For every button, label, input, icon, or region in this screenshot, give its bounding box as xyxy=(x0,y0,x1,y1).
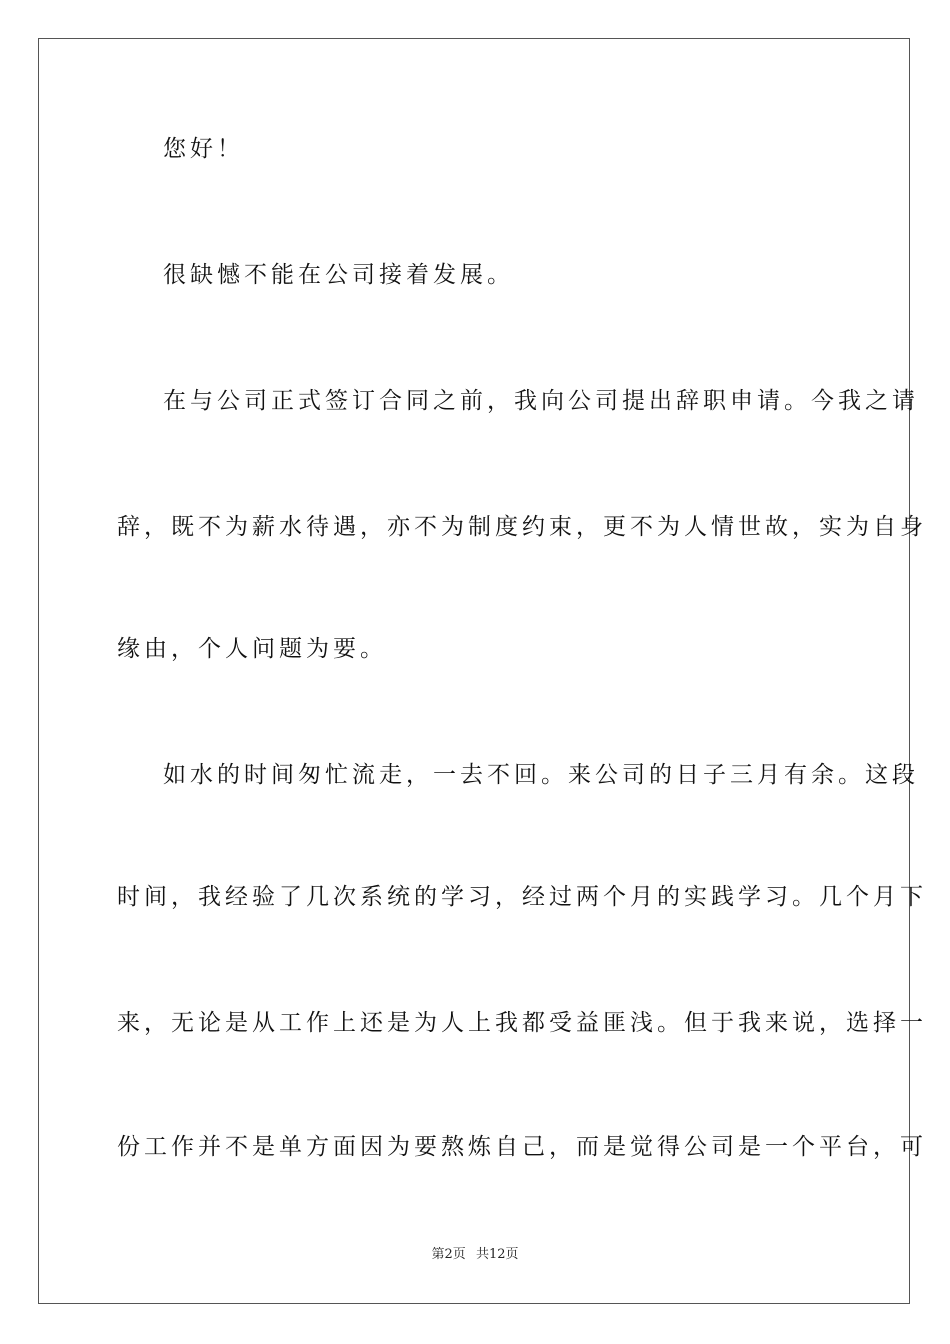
page-number: 第2页 xyxy=(431,1247,466,1262)
body-line: 来，无论是从工作上还是为人上我都受益匪浅。但于我来说，选择一 xyxy=(117,1010,927,1036)
body-line: 时间，我经验了几次系统的学习，经过两个月的实践学习。几个月下 xyxy=(117,884,927,910)
body-line: 如水的时间匆忙流走，一去不回。来公司的日子三月有余。这段 xyxy=(163,762,919,788)
body-line: 很缺憾不能在公司接着发展。 xyxy=(163,262,514,288)
page-total: 共12页 xyxy=(475,1247,519,1262)
body-line: 辞，既不为薪水待遇，亦不为制度约束，更不为人情世故，实为自身 xyxy=(117,514,927,540)
body-line: 缘由，个人问题为要。 xyxy=(117,636,387,662)
page-footer xyxy=(0,1246,950,1264)
greeting-line: 您好！ xyxy=(163,136,244,162)
body-line: 份工作并不是单方面因为要熬炼自己，而是觉得公司是一个平台，可 xyxy=(117,1134,927,1160)
body-line: 在与公司正式签订合同之前，我向公司提出辞职申请。今我之请 xyxy=(163,388,919,414)
page-border xyxy=(38,38,927,1304)
